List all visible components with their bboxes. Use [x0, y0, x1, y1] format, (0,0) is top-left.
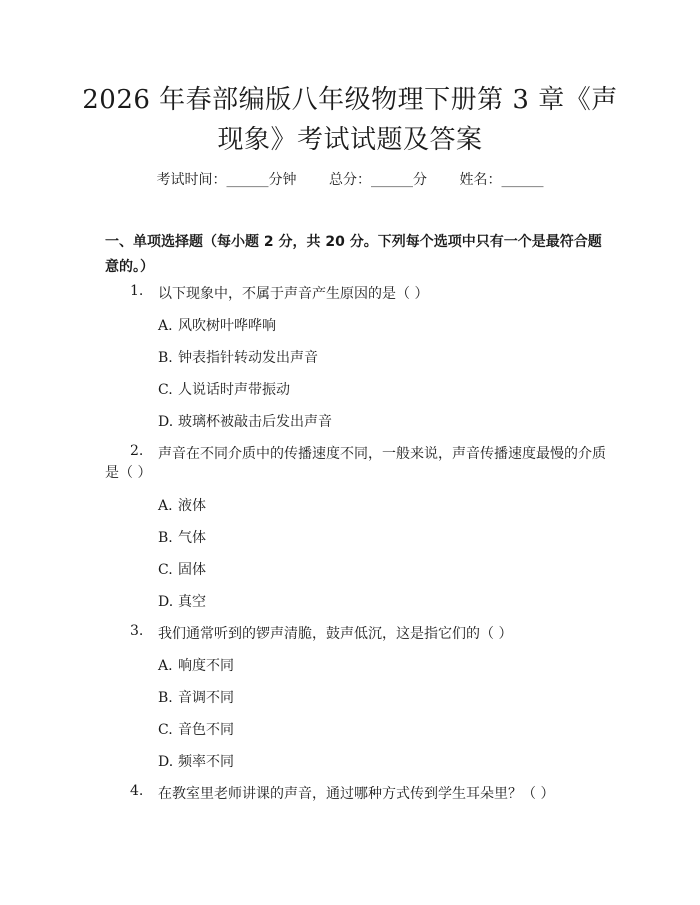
question-number: 2.: [130, 443, 144, 459]
option-1a: [158, 315, 276, 335]
section-heading: 一、单项选择题（每小题 2 分，共 20 分。下列每个选项中只有一个是最符合题意的。）: [105, 234, 602, 275]
option-letter: B.: [158, 530, 173, 546]
option-text: 玻璃杯被敲击后发出声音: [178, 414, 332, 430]
option-text: 真空: [178, 594, 206, 610]
option-3b: [158, 687, 234, 707]
option-text: 固体: [178, 562, 206, 578]
question-text: 我们通常听到的锣声清脆，鼓声低沉，这是指它们的（ ）: [158, 626, 513, 642]
option-letter: D.: [158, 754, 174, 770]
option-text: 音调不同: [178, 690, 234, 706]
option-letter: C.: [158, 562, 173, 578]
option-1c: [158, 379, 290, 399]
option-letter: D.: [158, 414, 174, 430]
option-1b: [158, 347, 318, 367]
option-text: 钟表指针转动发出声音: [178, 350, 318, 366]
option-letter: C.: [158, 382, 173, 398]
option-2c: [158, 559, 206, 579]
question-text: 以下现象中，不属于声音产生原因的是（ ）: [158, 286, 429, 302]
question-2-continuation: 是（ ）: [105, 465, 152, 481]
option-text: 音色不同: [178, 722, 234, 738]
exam-time-field: 考试时间：______分钟: [156, 172, 297, 188]
option-3c: [158, 719, 234, 739]
option-text: 气体: [178, 530, 206, 546]
exam-meta: [0, 169, 700, 189]
option-1d: [158, 411, 332, 431]
option-2d: [158, 591, 206, 611]
question-text: 声音在不同介质中的传播速度不同，一般来说，声音传播速度最慢的介质: [158, 446, 606, 462]
option-text: 人说话时声带振动: [178, 382, 290, 398]
option-letter: C.: [158, 722, 173, 738]
option-3d: [158, 751, 234, 771]
option-3a: [158, 655, 234, 675]
student-name-field: 姓名：______: [459, 172, 544, 188]
exam-title-line-2: 现象》考试试题及答案: [217, 125, 483, 155]
option-letter: A.: [158, 658, 173, 674]
question-number: 1.: [130, 283, 144, 299]
option-letter: B.: [158, 690, 173, 706]
option-letter: A.: [158, 498, 173, 514]
option-letter: B.: [158, 350, 173, 366]
option-text: 液体: [178, 498, 206, 514]
option-text: 风吹树叶哗哗响: [178, 318, 276, 334]
exam-title-line-1: 2026 年春部编版八年级物理下册第 3 章《声: [82, 85, 618, 115]
option-text: 频率不同: [178, 754, 234, 770]
total-score-field: 总分：______分: [329, 172, 427, 188]
option-letter: A.: [158, 318, 173, 334]
option-text: 响度不同: [178, 658, 234, 674]
exam-title: [60, 80, 640, 160]
question-text: 在教室里老师讲课的声音，通过哪种方式传到学生耳朵里？（ ）: [158, 786, 555, 802]
question-number: 3.: [130, 623, 144, 639]
option-letter: D.: [158, 594, 174, 610]
option-2b: [158, 527, 206, 547]
option-2a: [158, 495, 206, 515]
question-number: 4.: [130, 783, 144, 799]
